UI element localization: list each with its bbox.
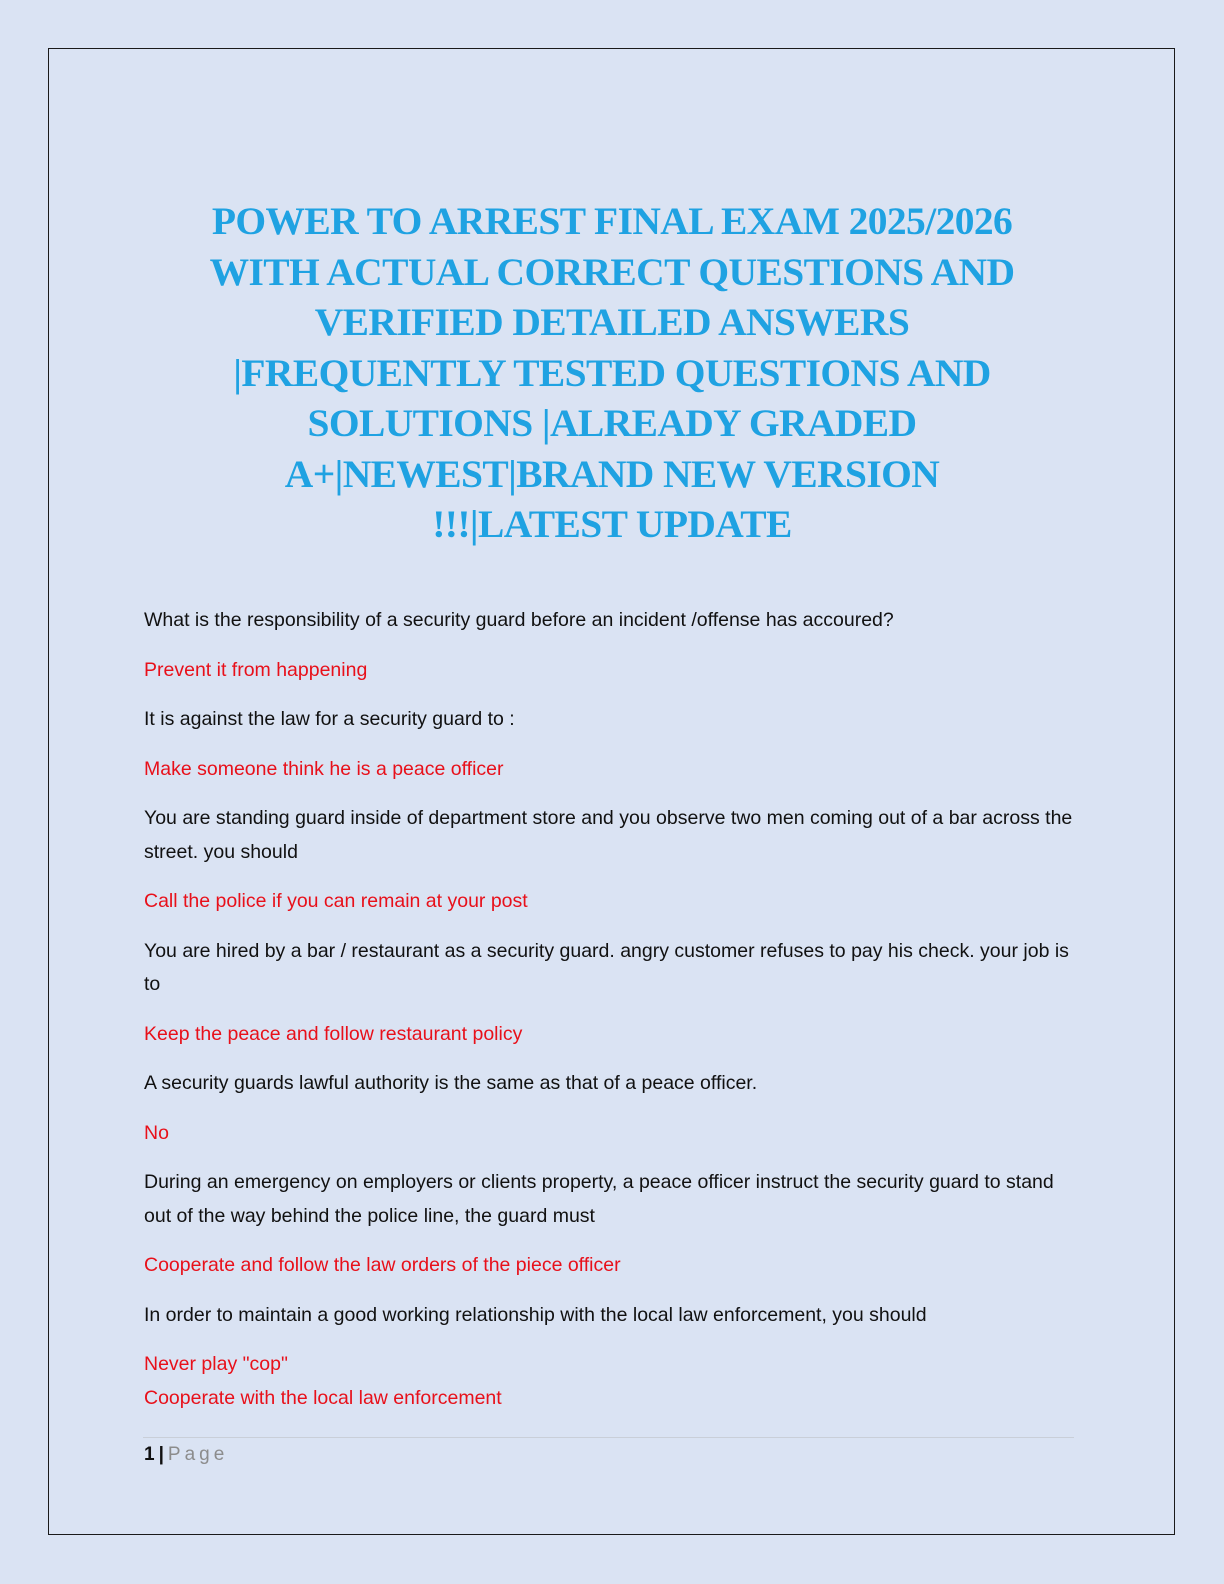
answer-text: Make someone think he is a peace officer: [144, 757, 504, 780]
title-line: A+|NEWEST|BRAND NEW VERSION: [284, 451, 940, 496]
title-line: |FREQUENTLY TESTED QUESTIONS AND: [233, 350, 991, 395]
page-number: 1: [144, 1444, 155, 1465]
title-line: !!!|LATEST UPDATE: [432, 502, 792, 546]
footer-divider: [143, 1437, 1074, 1438]
answer-text: Never play "cop": [144, 1353, 288, 1375]
answer-text: Keep the peace and follow restaurant policy: [144, 1022, 523, 1045]
title-line: POWER TO ARREST FINAL EXAM 2025/2026: [211, 199, 1013, 243]
question-text: What is the responsibility of a security guard before an incident /offense has accoured?: [144, 609, 894, 631]
footer-separator: |: [158, 1444, 164, 1465]
question-text: In order to maintain a good working relationship with the local law enforcement, you should: [144, 1303, 927, 1326]
page-footer: [144, 1443, 228, 1467]
answer-text: Cooperate with the local law enforcement: [144, 1386, 502, 1409]
answer-text: No: [144, 1121, 169, 1144]
title-line: SOLUTIONS |ALREADY GRADED: [307, 401, 917, 445]
question-text: A security guards lawful authority is the same as that of a peace officer.: [144, 1072, 758, 1094]
answer-block: [144, 1348, 1084, 1415]
question-text: It is against the law for a security guard to :: [144, 708, 515, 730]
answer-text: Call the police if you can remain at your post: [144, 890, 528, 912]
answer-text: Cooperate and follow the law orders of the piece officer: [144, 1254, 621, 1276]
title-line: WITH ACTUAL CORRECT QUESTIONS AND: [209, 249, 1015, 294]
qa-list: [144, 604, 1084, 1431]
question-text: You are standing guard inside of department store and you observe two men coming out of a bar across the street. you should: [144, 807, 1073, 863]
page-label: Page: [167, 1444, 229, 1465]
question-text: During an emergency on employers or clients property, a peace officer instruct the security guard to stand out of the way behind the police line, the guard must: [144, 1171, 1054, 1227]
title-line: VERIFIED DETAILED ANSWERS: [314, 300, 910, 344]
answer-text: Prevent it from happening: [144, 658, 368, 681]
document-title: [110, 196, 1114, 550]
question-text: You are hired by a bar / restaurant as a security guard. angry customer refuses to pay his check. your job is to: [144, 939, 1069, 995]
